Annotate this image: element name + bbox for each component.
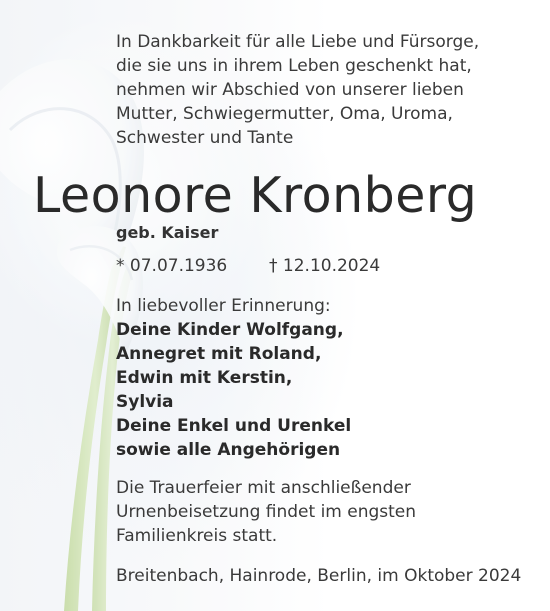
maiden-name: geb. Kaiser [116, 223, 219, 242]
mourner-line: Sylvia [116, 392, 174, 412]
ceremony-line: Urnenbeisetzung findet im engsten [116, 502, 417, 522]
birth-date: * 07.07.1936 [116, 256, 228, 276]
intro-line: die sie uns in ihrem Leben geschenkt hat, [116, 56, 472, 76]
mourner-line: Deine Enkel und Urenkel [116, 416, 352, 436]
ceremony-line: Die Trauerfeier mit anschließender [116, 478, 411, 498]
remembrance-section [116, 294, 351, 462]
intro-text [116, 30, 479, 150]
mourner-line: Deine Kinder Wolfgang, [116, 320, 344, 340]
place-and-date: Breitenbach, Hainrode, Berlin, im Oktober 2024 [116, 566, 522, 586]
life-dates [116, 254, 381, 278]
mourner-line: Annegret mit Roland, [116, 344, 322, 364]
deceased-name: Leonore Kronberg [33, 167, 478, 224]
intro-line: In Dankbarkeit für alle Liebe und Fürsorge, [116, 32, 480, 52]
ceremony-line: Familienkreis statt. [116, 526, 278, 546]
intro-line: Mutter, Schwiegermutter, Oma, Uroma, [116, 104, 453, 124]
mourner-line: sowie alle Angehörigen [116, 440, 341, 460]
ceremony-info [116, 476, 416, 548]
mourner-line: Edwin mit Kerstin, [116, 368, 293, 388]
intro-line: nehmen wir Abschied von unserer lieben [116, 80, 464, 100]
death-date: † 12.10.2024 [269, 256, 381, 276]
remembrance-heading: In liebevoller Erinnerung: [116, 296, 331, 316]
intro-line: Schwester und Tante [116, 128, 294, 148]
